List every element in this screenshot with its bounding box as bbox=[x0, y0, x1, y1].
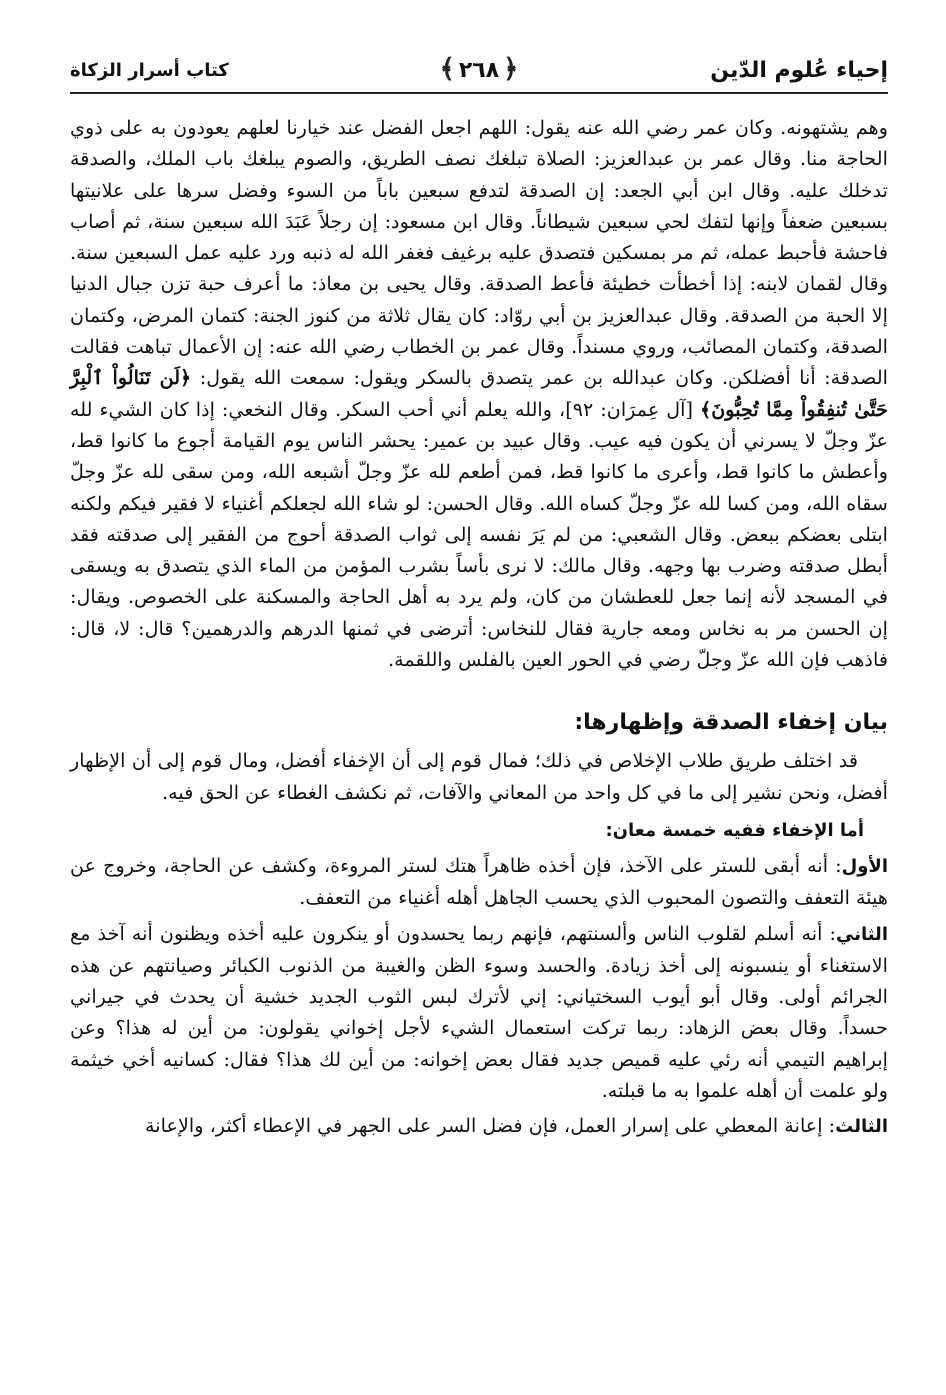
running-header bbox=[70, 52, 888, 94]
intro-paragraph: قد اختلف طريق طلاب الإخلاص في ذلك؛ فمال قوم إلى أن الإخفاء أفضل، ومال قوم إلى أن الإظهار أفضل، ونحن نشير إلى ما في كل واحد من المعاني والآفات، ثم نكشف الغطاء عن الحق فيه. bbox=[70, 749, 888, 804]
main-text bbox=[70, 112, 888, 675]
ornament-right-icon: ﴿ bbox=[503, 54, 519, 84]
point-text: : أنه أبقى للستر على الآخذ، فإن أخذه ظاهراً هتك لستر المروءة، وكشف عن الحاجة، وخروج عن هيئة التعفف والتصون المحبوب الذي يحسب الجاهل أهله أغنياء من التعفف. bbox=[70, 853, 888, 910]
point-text: : إعانة المعطي على إسرار العمل، فإن فضل السر على الجهر في الإعطاء أكثر، والإعانة bbox=[145, 1114, 836, 1138]
book-title: إحياء عُلوم الدّين bbox=[710, 58, 888, 83]
page-number-ornament bbox=[436, 54, 523, 84]
main-text-part2: ، والله يعلم أني أحب السكر. وقال النخعي: إذا كان الشيء لله عزّ وجلّ لا يسرني أن يكون فيه عيب. وقال عبيد بن عمير: يحشر الناس يوم القيامة أجوع ما كانوا قط، وأعطش ما كانوا قط، وأعرى ما كانوا قط، فمن أطعم لله عزّ وجلّ أشبعه الله، ومن سقى لله عزّ وجلّ سقاه الله، ومن كسا لله عزّ وجلّ كساه الله. وقال الحسن: لو شاء الله لجعلكم أغنياء لا فقير فيكم ولكنه ابتلى بعضكم ببعض. وقال الشعبي: من لم يَرَ نفسه إلى ثواب الصدقة أحوج من الفقير إلى صدقته فقد أبطل صدقته وضرب بها وجهه. وقال مالك: لا نرى بأساً بشرب المؤمن من الماء الذي يتصدق به ويسقى في المسجد لأنه إنما جعل للعطشان من كان، ولم يرد به أهل الحاجة والمسكنة على الخصوص. ويقال: إن الحسن مر به نخاس ومعه جارية فقال للنخاس: أترضى في ثمنها الدرهم والدرهمين؟ قال: لا، قال: فاذهب فإن الله عزّ وجلّ رضي في الحور العين بالفلس واللقمة. bbox=[70, 397, 888, 672]
subheading: أما الإخفاء ففيه خمسة معان: bbox=[605, 819, 864, 841]
quran-verse: ﴿لَن تَنَالُواْ ٱلْبِرَّ حَتَّىٰ تُنفِقُواْ مِمَّا تُحِبُّونَ﴾ bbox=[70, 366, 888, 421]
point-label: الثاني bbox=[835, 923, 888, 945]
page-number: ٢٦٨ bbox=[458, 58, 500, 83]
main-text-part1: وهم يشتهونه. وكان عمر رضي الله عنه يقول: اللهم اجعل الفضل عند خيارنا لعلهم يعودون به على ذوي الحاجة منا. وقال عمر بن عبدالعزيز: الصلاة تبلغك نصف الطريق، والصوم يبلغك باب الملك، والصدقة تدخلك عليه. وقال ابن أبي الجعد: إن الصدقة لتدفع سبعين باباً من السوء وفضل سرها على علانيتها بسبعين ضعفاً وإنها لتفك لحي سبعين شيطاناً. وقال ابن مسعود: إن رجلاً عَبَدَ الله سبعين سنة، ثم أصاب فاحشة فأحبط عمله، ثم مر بمسكين فتصدق عليه برغيف فغفر الله له ذنبه ورد عليه عمل السبعين سنة. وقال لقمان لابنه: إذا أخطأت خطيئة فأعط الصدقة. وقال يحيى بن معاذ: ما أعرف حبة تزن جبال الدنيا إلا الحبة من الصدقة. وقال عبدالعزيز بن أبي روّاد: كان يقال ثلاثة من كنوز الجنة: كتمان المرض، وكتمان الصدقة، وكتمان المصائب، وروي مسنداً. وقال عمر بن الخطاب رضي الله عنه: إن الأعمال تباهت فقالت الصدقة: أنا أفضلكن. وكان عبدالله بن عمر يتصدق بالسكر ويقول: سمعت الله يقول: bbox=[70, 116, 888, 390]
section-heading: بيان إخفاء الصدقة وإظهارها: bbox=[574, 710, 888, 736]
verse-citation: [آل عِمرَان: ٩٢] bbox=[565, 397, 700, 421]
chapter-title: كتاب أسرار الزكاة bbox=[70, 60, 229, 81]
point-label: الأول bbox=[841, 855, 888, 877]
ornament-left-icon: ﴾ bbox=[439, 54, 455, 84]
main-paragraph bbox=[70, 112, 888, 675]
section-intro bbox=[70, 745, 888, 808]
point-text: : أنه أسلم لقلوب الناس وألسنتهم، فإنهم ربما يحسدون أو ينكرون عليه أخذه ويظنون أنه آخذ مع الاستغناء أو ينسبونه إلى أخذ زيادة. والحسد وسوء الظن والغيبة من الذنوب الكبائر وصيانتهم عن هذه الجرائم أولى. وقال أبو أيوب السختياني: إني لأترك لبس الثوب الجديد خشية أن يحدث في جيراني حسداً. وقال بعض الزهاد: ربما تركت استعمال الشيء لأجل إخواني يقولون: من أين له هذا؟ وعن إبراهيم التيمي أنه رئي عليه قميص جديد فقال بعض إخوانه: من أين لك هذا؟ فقال: كسانيه أخي خيثمة ولو علمت أن أهله علموا به ما قبلته. bbox=[70, 921, 888, 1103]
point-label: الثالث bbox=[835, 1116, 888, 1138]
point-item bbox=[70, 850, 888, 914]
point-item bbox=[70, 1110, 888, 1142]
point-item bbox=[70, 918, 888, 1107]
